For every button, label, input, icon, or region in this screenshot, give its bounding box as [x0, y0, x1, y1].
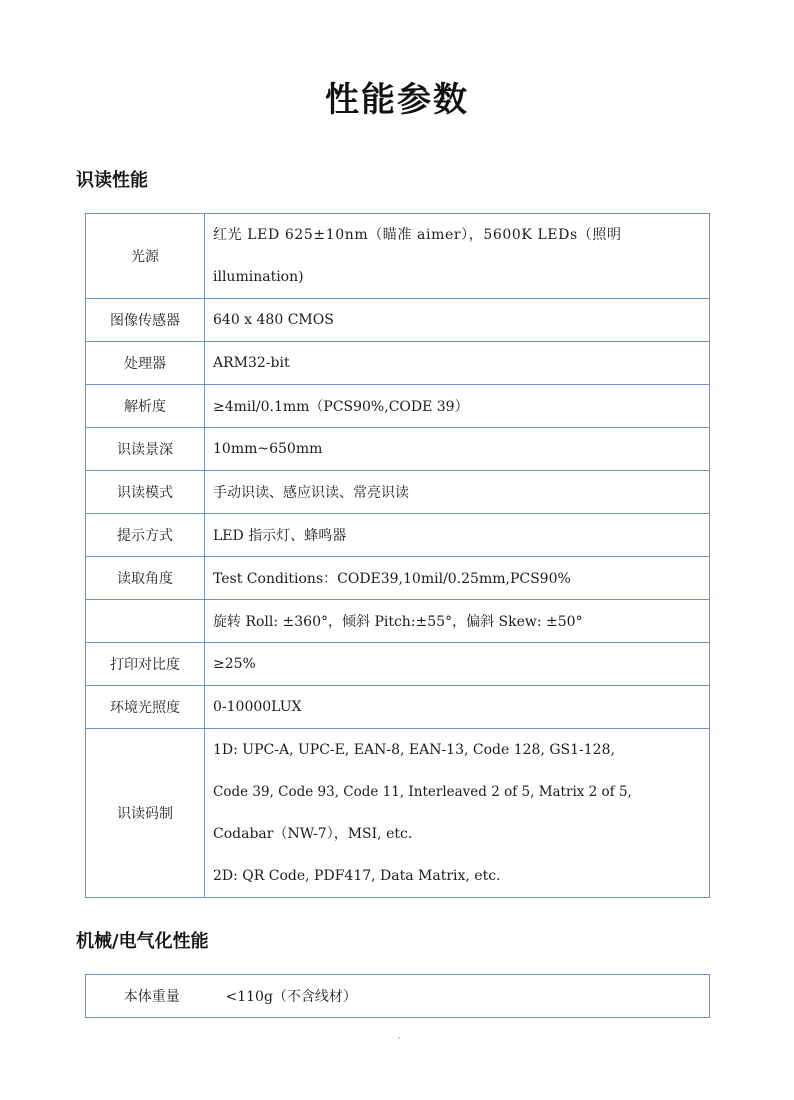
footer-mark: [398, 1037, 400, 1039]
table-row: [86, 686, 710, 729]
symbologies-label: 识读码制: [86, 729, 205, 898]
processor-value: ARM32-bit: [205, 342, 710, 385]
sensor-label: 图像传感器: [86, 299, 205, 342]
table-row: [86, 342, 710, 385]
print-contrast-label: 打印对比度: [86, 643, 205, 686]
symbologies-value: [205, 729, 710, 898]
light-source-line-2: illumination): [213, 269, 304, 285]
table-row: [86, 471, 710, 514]
symbologies-line-1: 1D: UPC-A, UPC-E, EAN-8, EAN-13, Code 128, GS1-128,: [213, 742, 615, 758]
section-heading-mechanical: 机械/电气化性能: [76, 931, 209, 952]
read-mode-value: 手动识读、感应识读、常亮识读: [205, 471, 710, 514]
read-angle-value: Test Conditions：CODE39,10mil/0.25mm,PCS90%: [205, 557, 710, 600]
symbologies-line-2: Code 39, Code 93, Code 11, Interleaved 2 of 5, Matrix 2 of 5,: [213, 784, 632, 800]
ambient-light-label: 环境光照度: [86, 686, 205, 729]
section-heading-reading: 识读性能: [76, 170, 148, 191]
ambient-light-value: 0-10000LUX: [205, 686, 710, 729]
table-row: [86, 514, 710, 557]
weight-label: 本体重量: [86, 975, 218, 1018]
resolution-label: 解析度: [86, 385, 205, 428]
table-row: [86, 729, 710, 898]
read-mode-label: 识读模式: [86, 471, 205, 514]
page-title: 性能参数: [325, 80, 469, 120]
light-source-label: 光源: [86, 214, 205, 299]
symbologies-line-3: Codabar（NW-7），MSI, etc.: [213, 826, 413, 842]
light-source-line-1: 红光 LED 625±10nm（瞄准 aimer），5600K LEDs（照明: [213, 227, 622, 243]
table-row: [86, 643, 710, 686]
table-row: [86, 385, 710, 428]
table-row: [86, 299, 710, 342]
reading-performance-table: [85, 213, 710, 898]
read-angle-detail-label: [86, 600, 205, 643]
depth-of-field-value: 10mm~650mm: [205, 428, 710, 471]
indicator-value: LED 指示灯、蜂鸣器: [205, 514, 710, 557]
processor-label: 处理器: [86, 342, 205, 385]
resolution-value: ≥4mil/0.1mm（PCS90%,CODE 39）: [205, 385, 710, 428]
read-angle-detail-value: 旋转 Roll: ±360°，倾斜 Pitch:±55°，偏斜 Skew: ±50°: [205, 600, 710, 643]
print-contrast-value: ≥25%: [205, 643, 710, 686]
sensor-value: 640 x 480 CMOS: [205, 299, 710, 342]
read-angle-label: 读取角度: [86, 557, 205, 600]
symbologies-line-4: 2D: QR Code, PDF417, Data Matrix, etc.: [213, 868, 501, 884]
table-row: [86, 428, 710, 471]
table-row: [86, 214, 710, 299]
indicator-label: 提示方式: [86, 514, 205, 557]
table-row: [86, 975, 710, 1018]
table-row: [86, 557, 710, 600]
depth-of-field-label: 识读景深: [86, 428, 205, 471]
mechanical-electrical-table: [85, 974, 710, 1018]
light-source-value: [205, 214, 710, 299]
weight-value: <110g（不含线材）: [218, 975, 710, 1018]
table-row: [86, 600, 710, 643]
